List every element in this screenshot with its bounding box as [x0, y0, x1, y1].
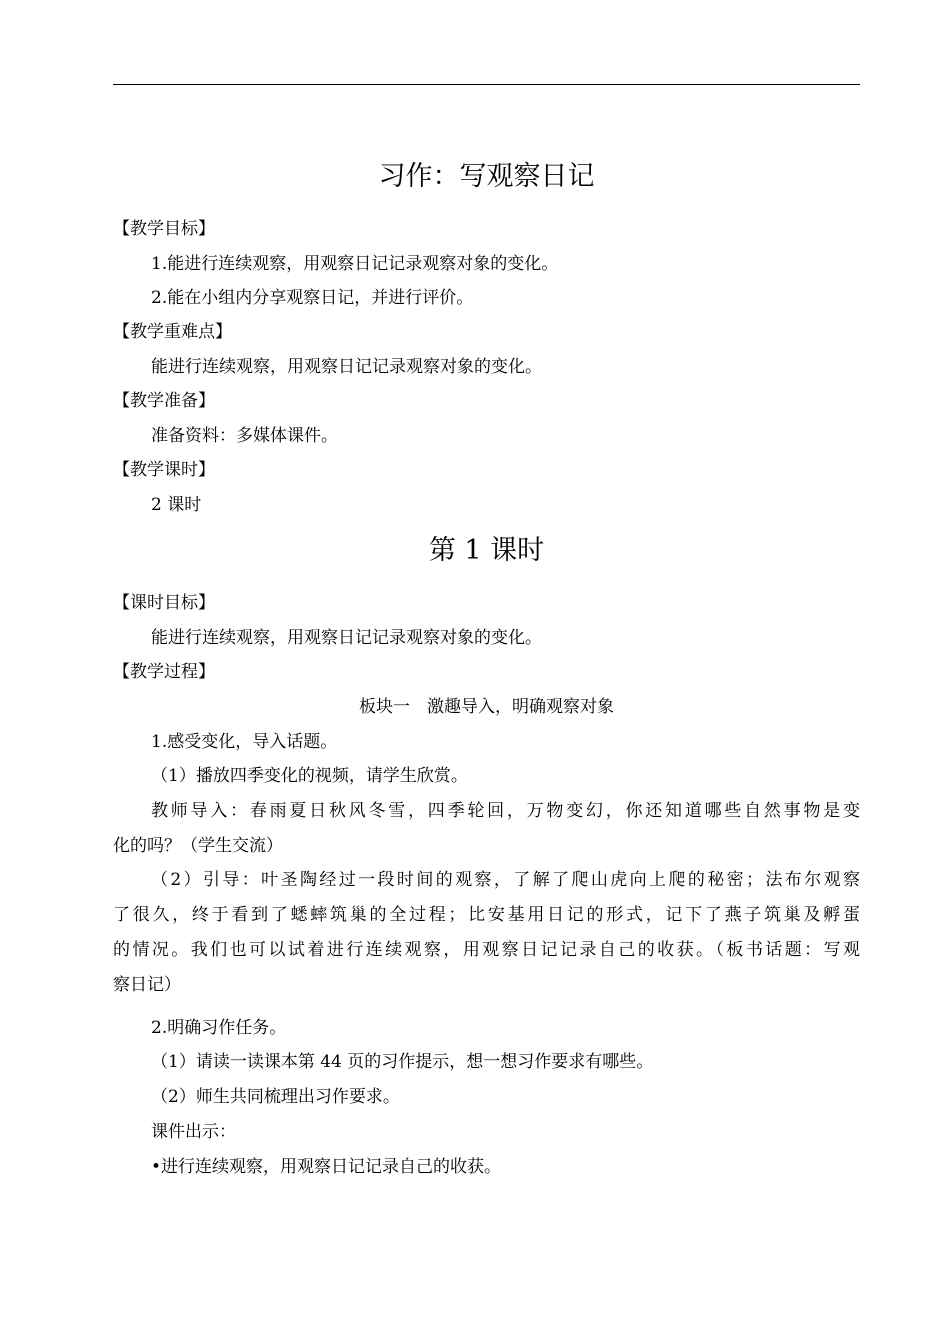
guide-line-4: 察日记）: [113, 975, 181, 995]
teacher-intro-line-2: 化的吗？（学生交流）: [113, 836, 283, 856]
step-1: 1.感受变化，导入话题。: [151, 732, 338, 752]
step-1-1: （1）播放四季变化的视频，请学生欣赏。: [151, 766, 468, 786]
preparation-heading: 【教学准备】: [113, 391, 215, 411]
lesson-goal-heading: 【课时目标】: [113, 593, 215, 613]
guide-line-1: （2）引导：叶圣陶经过一段时间的观察，了解了爬山虎向上爬的秘密；法布尔观察: [151, 870, 860, 890]
block-title: 板块一 激趣导入，明确观察对象: [359, 697, 614, 717]
key-points-heading: 【教学重难点】: [113, 322, 232, 342]
step-2: 2.明确习作任务。: [151, 1018, 287, 1038]
teacher-intro-line-1: 教师导入：春雨夏日秋风冬雪，四季轮回，万物变幻，你还知道哪些自然事物是变: [151, 801, 860, 821]
key-points-text: 能进行连续观察，用观察日记记录观察对象的变化。: [151, 357, 542, 377]
courseware-label: 课件出示：: [151, 1122, 236, 1142]
hours-heading: 【教学课时】: [113, 460, 215, 480]
hours-text: 2 课时: [151, 495, 202, 515]
courseware-bullet: •进行连续观察，用观察日记记录自己的收获。: [151, 1157, 502, 1177]
guide-line-2: 了很久，终于看到了蟋蟀筑巢的全过程；比安基用日记的形式，记下了燕子筑巢及孵蛋: [113, 905, 860, 925]
step-2-2: （2）师生共同梳理出习作要求。: [151, 1087, 400, 1107]
step-2-1: （1）请读一读课本第 44 页的习作提示，想一想习作要求有哪些。: [151, 1052, 654, 1072]
header-rule: [113, 84, 860, 85]
lesson-goal-text: 能进行连续观察，用观察日记记录观察对象的变化。: [151, 628, 542, 648]
objective-item: 2.能在小组内分享观察日记，并进行评价。: [151, 288, 474, 308]
process-heading: 【教学过程】: [113, 662, 215, 682]
objectives-heading: 【教学目标】: [113, 219, 215, 239]
page-title: 习作：写观察日记: [378, 161, 595, 192]
preparation-text: 准备资料：多媒体课件。: [151, 426, 338, 446]
lesson-title: 第 1 课时: [428, 535, 545, 566]
objective-item: 1.能进行连续观察，用观察日记记录观察对象的变化。: [151, 254, 559, 274]
guide-line-3: 的情况。我们也可以试着进行连续观察，用观察日记记录自己的收获。（板书话题：写观: [113, 940, 860, 960]
